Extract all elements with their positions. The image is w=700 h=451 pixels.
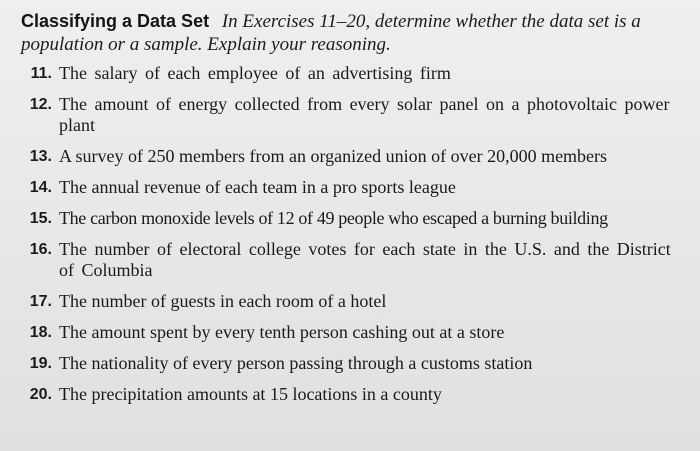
exercise-number: 17. <box>29 293 52 310</box>
exercise-text: The precipitation amounts at 15 locations in a county <box>59 384 442 404</box>
exercise-item <box>21 353 682 374</box>
exercise-list <box>21 63 682 405</box>
exercise-number: 13. <box>29 148 52 165</box>
exercise-number: 11. <box>30 65 52 82</box>
exercise-item <box>21 63 682 84</box>
exercise-item <box>21 177 682 198</box>
exercise-text: The carbon monoxide levels of 12 of 49 people who escaped a burning building <box>59 208 608 228</box>
exercise-text: The number of electoral college votes for each state in the U.S. and the District of Columbia <box>59 239 671 280</box>
exercise-item <box>21 291 682 312</box>
exercise-text: A survey of 250 members from an organized union of over 20,000 members <box>59 146 608 166</box>
exercise-text: The amount spent by every tenth person cashing out at a store <box>59 322 505 342</box>
exercise-number: 15. <box>29 210 52 227</box>
exercise-text: The number of guests in each room of a hotel <box>59 291 387 311</box>
exercise-item <box>21 146 682 167</box>
exercise-number: 14. <box>29 179 52 196</box>
exercise-item <box>21 208 682 229</box>
exercise-text: The salary of each employee of an advertising firm <box>59 63 451 83</box>
exercise-number: 20. <box>29 386 52 403</box>
exercise-item <box>21 239 682 281</box>
section-instructions: In Exercises 11–20, determine whether the data set is a population or a sample. Explain your reasoning. <box>21 11 641 55</box>
section-title: Classifying a Data Set <box>21 11 210 31</box>
exercise-item <box>21 384 682 405</box>
exercise-text: The amount of energy collected from every solar panel on a photovoltaic power plant <box>59 94 670 135</box>
exercise-text: The annual revenue of each team in a pro sports league <box>59 177 456 197</box>
exercise-number: 16. <box>29 241 52 258</box>
exercise-item <box>21 94 682 136</box>
exercise-number: 18. <box>29 324 52 341</box>
exercise-item <box>21 322 682 343</box>
exercise-number: 12. <box>29 96 52 113</box>
exercise-text: The nationality of every person passing through a customs station <box>59 353 533 373</box>
exercise-number: 19. <box>29 355 52 372</box>
exercise-heading <box>21 10 682 56</box>
